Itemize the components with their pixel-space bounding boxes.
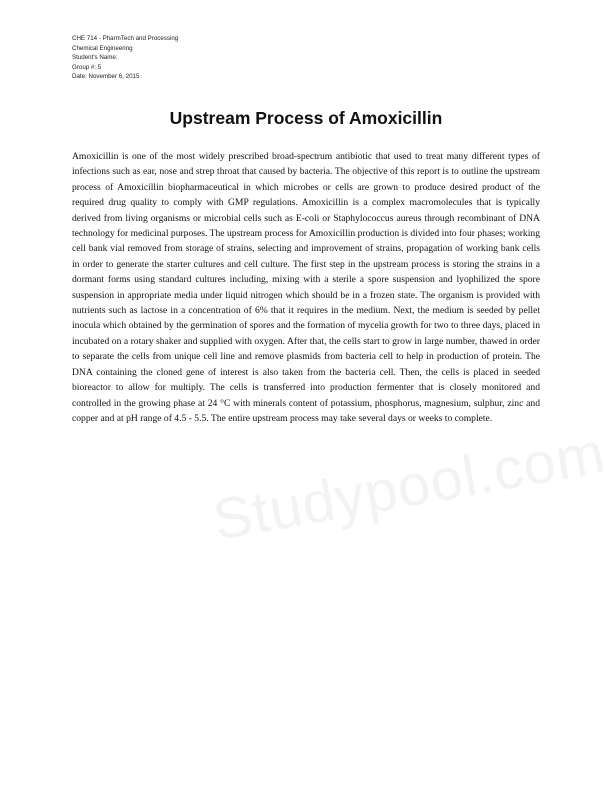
- watermark: Studypool.com: [208, 420, 611, 553]
- date-line: Date: November 6, 2015: [72, 73, 140, 81]
- document-title: Upstream Process of Amoxicillin: [169, 108, 443, 128]
- department-line: Chemical Engineering: [72, 44, 133, 52]
- group-line: Group #: 5: [72, 63, 102, 71]
- document-header: [72, 34, 178, 82]
- course-line: CHE 714 - PharmTech and Processing: [72, 35, 179, 42]
- body-paragraph: Amoxicillin is one of the most widely prescribed broad-spectrum antibiotic that used to treat many different types of infections such as ear, nose and strep throat that caused by bacteria. The objective of this report is to outline the upstream process of Amoxicillin biopharmaceutical in which microbes or cells are grown to produce desired product of the required drug quality to comply with GMP regulations. Amoxicillin is a complex macromolecules that is typically derived from living organisms or microbial cells such as E-coli or Staphylococcus aureus through recombinant of DNA technology for medicinal purposes. The upstream process for Amoxicillin production is divided into four phases; working cell bank vial removed from storage of strains, selecting and improvement of strains, propagation of working bank cells in order to generate the starter cultures and cell culture. The first step in the upstream process is storing the strains in a dormant forms using standard cultures including, mixing with a sterile a spore suspension and lyophilized the spore suspension in appropriate media under liquid nitrogen which should be in a frozen state. The organism is provided with nutrients such as lactose in a concentration of 6% that it requires in the medium. Next, the medium is seeded by pellet inocula which obtained by the germination of spores and the formation of mycelia growth for two to three days, placed in incubated on a rotary shaker and supplied with oxygen. After that, the cells start to grow in large number, thawed in order to separate the cells from unique cell line and remove plasmids from bacteria cell to help in production of protein. The DNA containing the cloned gene of interest is also taken from the bacteria cell. Then, the cells is placed in seeded bioreactor to allow for multiply. The cells is transferred into production fermenter that is closely monitored and controlled in the growing phase at 24 °C with minerals content of potassium, phosphorus, magnesium, sulphur, zinc and copper and at pH range of 4.5 - 5.5. The entire upstream process may take several days or weeks to complete.: [72, 151, 540, 424]
- student-name-line: Student's Name:: [72, 54, 118, 62]
